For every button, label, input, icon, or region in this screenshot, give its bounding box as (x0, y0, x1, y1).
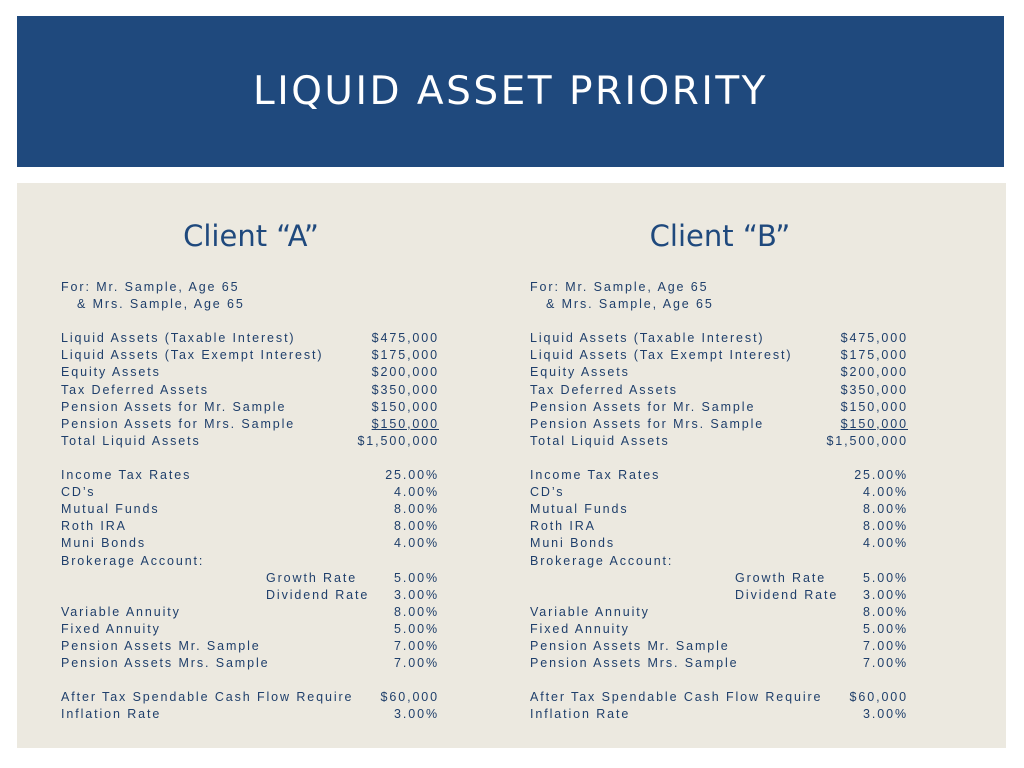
client-b-title: Client “B” (649, 219, 791, 253)
rate-row: Mutual Funds 8.00% (61, 502, 439, 517)
for-line: & Mrs. Sample, Age 65 (546, 297, 714, 312)
client-a-title: Client “A” (183, 219, 319, 253)
asset-row: Pension Assets for Mrs. Sample $150,000 (530, 416, 908, 431)
cashflow-row: After Tax Spendable Cash Flow Require $60,000 (530, 690, 908, 705)
for-line: For: Mr. Sample, Age 65 (530, 280, 709, 294)
for-line: & Mrs. Sample, Age 65 (77, 297, 245, 312)
rate-row: Muni Bonds 4.00% (61, 536, 439, 551)
rate-row: Growth Rate 5.00% (266, 570, 439, 585)
spacer (530, 313, 908, 330)
spacer (61, 313, 439, 330)
client-b-rows (530, 279, 908, 723)
client-b-column (530, 183, 910, 748)
cashflow-row: Inflation Rate 3.00% (530, 707, 908, 722)
asset-row: Pension Assets for Mr. Sample $150,000 (530, 399, 908, 414)
rate-row: Fixed Annuity 5.00% (61, 621, 439, 636)
rate-row: Variable Annuity 8.00% (530, 604, 908, 619)
page-title: LIQUID ASSET PRIORITY (252, 69, 768, 114)
spacer (530, 672, 908, 689)
asset-row: Liquid Assets (Taxable Interest) $475,000 (530, 331, 908, 346)
rate-row: Pension Assets Mrs. Sample 7.00% (530, 656, 908, 671)
cashflow-row: Inflation Rate 3.00% (61, 707, 439, 722)
content-panel (17, 183, 1006, 748)
asset-row: Liquid Assets (Tax Exempt Interest) $175,000 (530, 348, 908, 363)
spacer (61, 450, 439, 467)
client-a-rows (61, 279, 439, 723)
asset-row: Tax Deferred Assets $350,000 (61, 382, 439, 397)
rate-row: Pension Assets Mr. Sample 7.00% (61, 638, 439, 653)
asset-row: Liquid Assets (Tax Exempt Interest) $175,000 (61, 348, 439, 363)
rate-row: Growth Rate 5.00% (735, 570, 908, 585)
rate-row: Pension Assets Mrs. Sample 7.00% (61, 656, 439, 671)
rate-row: Fixed Annuity 5.00% (530, 621, 908, 636)
rate-row: Income Tax Rates 25.00% (530, 468, 908, 483)
rate-row: Mutual Funds 8.00% (530, 502, 908, 517)
total-row: Total Liquid Assets $1,500,000 (530, 433, 908, 448)
spacer (61, 672, 439, 689)
rate-row: CD’s 4.00% (61, 485, 439, 500)
rate-row: CD’s 4.00% (530, 485, 908, 500)
rate-row: Brokerage Account: (61, 553, 205, 568)
asset-row: Pension Assets for Mrs. Sample $150,000 (61, 416, 439, 431)
rate-row: Roth IRA 8.00% (530, 519, 908, 534)
total-row: Total Liquid Assets $1,500,000 (61, 433, 439, 448)
asset-row: Liquid Assets (Taxable Interest) $475,000 (61, 331, 439, 346)
rate-row: Pension Assets Mr. Sample 7.00% (530, 638, 908, 653)
rate-row: Dividend Rate 3.00% (735, 587, 908, 602)
rate-row: Roth IRA 8.00% (61, 519, 439, 534)
asset-row: Pension Assets for Mr. Sample $150,000 (61, 399, 439, 414)
asset-row: Equity Assets $200,000 (530, 365, 908, 380)
rate-row: Brokerage Account: (530, 553, 674, 568)
rate-row: Muni Bonds 4.00% (530, 536, 908, 551)
for-line: For: Mr. Sample, Age 65 (61, 280, 240, 294)
rate-row: Income Tax Rates 25.00% (61, 468, 439, 483)
cashflow-row: After Tax Spendable Cash Flow Require $60,000 (61, 690, 439, 705)
asset-row: Tax Deferred Assets $350,000 (530, 382, 908, 397)
spacer (530, 450, 908, 467)
client-a-column (61, 183, 441, 748)
asset-row: Equity Assets $200,000 (61, 365, 439, 380)
rate-row: Dividend Rate 3.00% (266, 587, 439, 602)
title-bar (17, 16, 1004, 167)
rate-row: Variable Annuity 8.00% (61, 604, 439, 619)
